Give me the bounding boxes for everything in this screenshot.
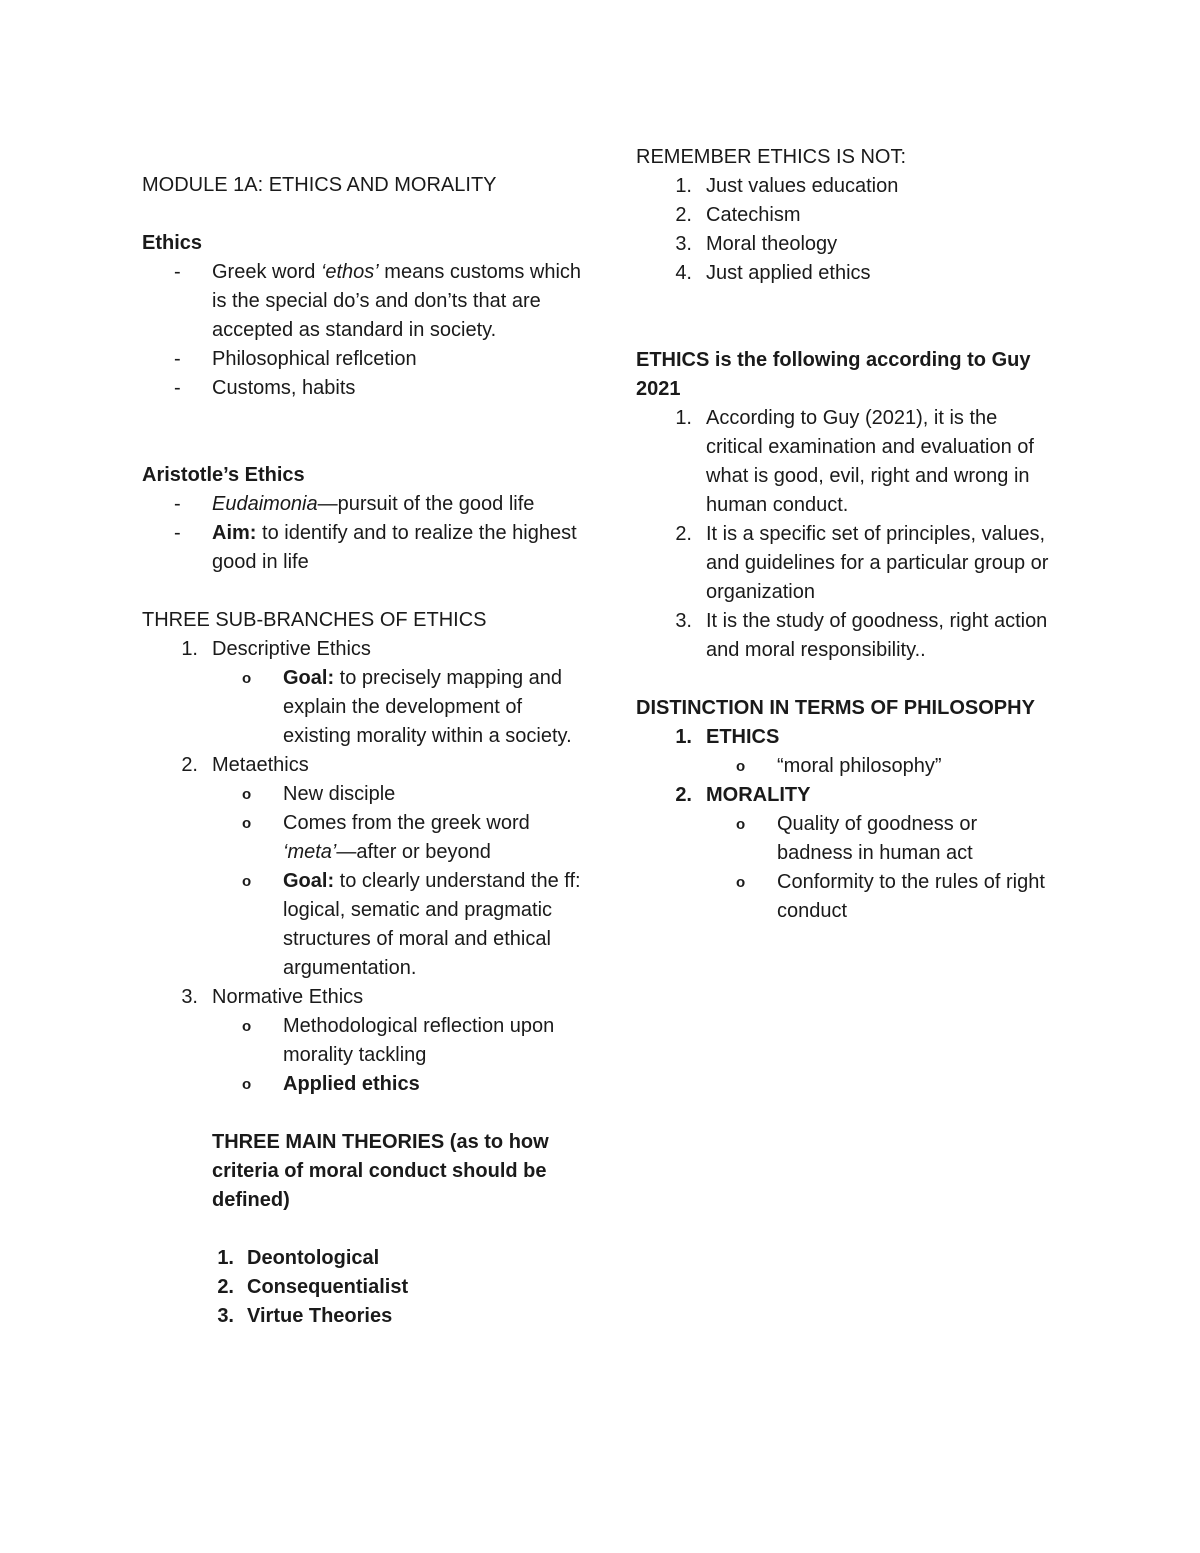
numbered-item-text: Just applied ethics [706, 262, 871, 284]
numbered-item-text: Just values education [706, 175, 899, 197]
sub-item [636, 752, 1056, 781]
circle-bullet-icon: o [242, 815, 252, 832]
sub-item-text: Comes from the greek word ‘meta’—after or beyond [283, 812, 530, 863]
numbered-item-text: Virtue Theories [247, 1305, 393, 1327]
sub-item-text: Goal: to clearly understand the ff: logical, sematic and pragmatic structures of moral and ethical argumentation. [283, 870, 581, 979]
sub-item-text: Applied ethics [283, 1073, 420, 1095]
dash-bullet: - [174, 348, 181, 370]
sub-item [142, 664, 582, 751]
numbered-item [142, 983, 582, 1012]
dash-bullet: - [174, 261, 181, 283]
numbered-item-text: Consequentialist [247, 1276, 409, 1298]
numbered-item [142, 751, 582, 780]
list-item-text: Greek word ‘ethos’ means customs which is the special do’s and don’ts that are accepted as standard in society. [212, 261, 582, 341]
numbered-item [636, 520, 1056, 607]
numbered-item-text: It is the study of goodness, right action and moral responsibility.. [706, 610, 1048, 661]
list-item-text: Customs, habits [212, 377, 356, 399]
right-column [636, 143, 1056, 926]
numbered-item [636, 723, 1056, 752]
numbered-item [636, 404, 1056, 520]
number-marker: 2. [181, 754, 198, 776]
sub-item-text: New disciple [283, 783, 396, 805]
circle-bullet-icon: o [736, 874, 746, 891]
sub-branches-heading: THREE SUB-BRANCHES OF ETHICS [142, 609, 487, 631]
number-marker: 2. [217, 1276, 234, 1298]
numbered-item [636, 201, 1056, 230]
circle-bullet-icon: o [736, 816, 746, 833]
numbered-item-text: Catechism [706, 204, 801, 226]
sub-item-text: “moral philosophy” [777, 755, 942, 777]
module-title: MODULE 1A: ETHICS AND MORALITY [142, 174, 497, 196]
circle-bullet-icon: o [242, 1018, 252, 1035]
sub-item [636, 868, 1056, 926]
number-marker: 2. [675, 784, 692, 806]
sub-item-text: Methodological reflection upon morality tackling [283, 1015, 555, 1066]
number-marker: 1. [675, 407, 692, 429]
list-item [142, 490, 582, 519]
sub-item [142, 780, 582, 809]
list-item-text: Philosophical reflcetion [212, 348, 417, 370]
distinction-heading: DISTINCTION IN TERMS OF PHILOSOPHY [636, 697, 1035, 719]
dash-bullet: - [174, 493, 181, 515]
ethics-heading: Ethics [142, 232, 203, 254]
list-item [142, 374, 582, 403]
numbered-item [142, 1244, 582, 1273]
list-item-text: Eudaimonia—pursuit of the good life [212, 493, 535, 515]
numbered-item-text: Deontological [247, 1247, 380, 1269]
sub-item [142, 1012, 582, 1070]
remember-heading: REMEMBER ETHICS IS NOT: [636, 146, 907, 168]
number-marker: 4. [675, 262, 692, 284]
according-heading: ETHICS is the following according to Guy 2021 [636, 349, 1031, 400]
numbered-item-text: MORALITY [706, 784, 811, 806]
circle-bullet-icon: o [242, 1076, 252, 1093]
sub-item-text: Quality of goodness or badness in human act [777, 813, 978, 864]
number-marker: 1. [675, 175, 692, 197]
number-marker: 1. [217, 1247, 234, 1269]
numbered-item [142, 1302, 582, 1331]
number-marker: 1. [181, 638, 198, 660]
circle-bullet-icon: o [736, 758, 746, 775]
circle-bullet-icon: o [242, 670, 252, 687]
number-marker: 2. [675, 523, 692, 545]
sub-item [142, 867, 582, 983]
aristotle-heading: Aristotle’s Ethics [142, 464, 305, 486]
number-marker: 2. [675, 204, 692, 226]
number-marker: 3. [675, 233, 692, 255]
numbered-item-text: Normative Ethics [212, 986, 364, 1008]
numbered-item-text: It is a specific set of principles, values, and guidelines for a particular group or organization [706, 523, 1049, 603]
numbered-item [636, 781, 1056, 810]
theories-heading: THREE MAIN THEORIES (as to how criteria of moral conduct should be defined) [212, 1131, 549, 1211]
list-item-text: Aim: to identify and to realize the highest good in life [212, 522, 577, 573]
sub-item [636, 810, 1056, 868]
numbered-item [636, 172, 1056, 201]
numbered-item [142, 635, 582, 664]
list-item [142, 258, 582, 345]
number-marker: 3. [181, 986, 198, 1008]
number-marker: 3. [675, 610, 692, 632]
numbered-item-text: Descriptive Ethics [212, 638, 371, 660]
dash-bullet: - [174, 377, 181, 399]
numbered-item [636, 230, 1056, 259]
list-item [142, 519, 582, 577]
list-item [142, 345, 582, 374]
number-marker: 3. [217, 1305, 234, 1327]
sub-item-text: Goal: to precisely mapping and explain the development of existing morality within a society. [283, 667, 572, 747]
sub-item-text: Conformity to the rules of right conduct [777, 871, 1045, 922]
numbered-item-text: Moral theology [706, 233, 838, 255]
numbered-item [636, 607, 1056, 665]
sub-item [142, 1070, 582, 1099]
dash-bullet: - [174, 522, 181, 544]
numbered-item-text: Metaethics [212, 754, 309, 776]
circle-bullet-icon: o [242, 786, 252, 803]
numbered-item-text: According to Guy (2021), it is the critical examination and evaluation of what is good, evil, right and wrong in human conduct. [706, 407, 1034, 516]
numbered-item [142, 1273, 582, 1302]
sub-item [142, 809, 582, 867]
left-column [142, 171, 582, 1331]
numbered-item [636, 259, 1056, 288]
circle-bullet-icon: o [242, 873, 252, 890]
number-marker: 1. [675, 726, 692, 748]
numbered-item-text: ETHICS [706, 726, 780, 748]
